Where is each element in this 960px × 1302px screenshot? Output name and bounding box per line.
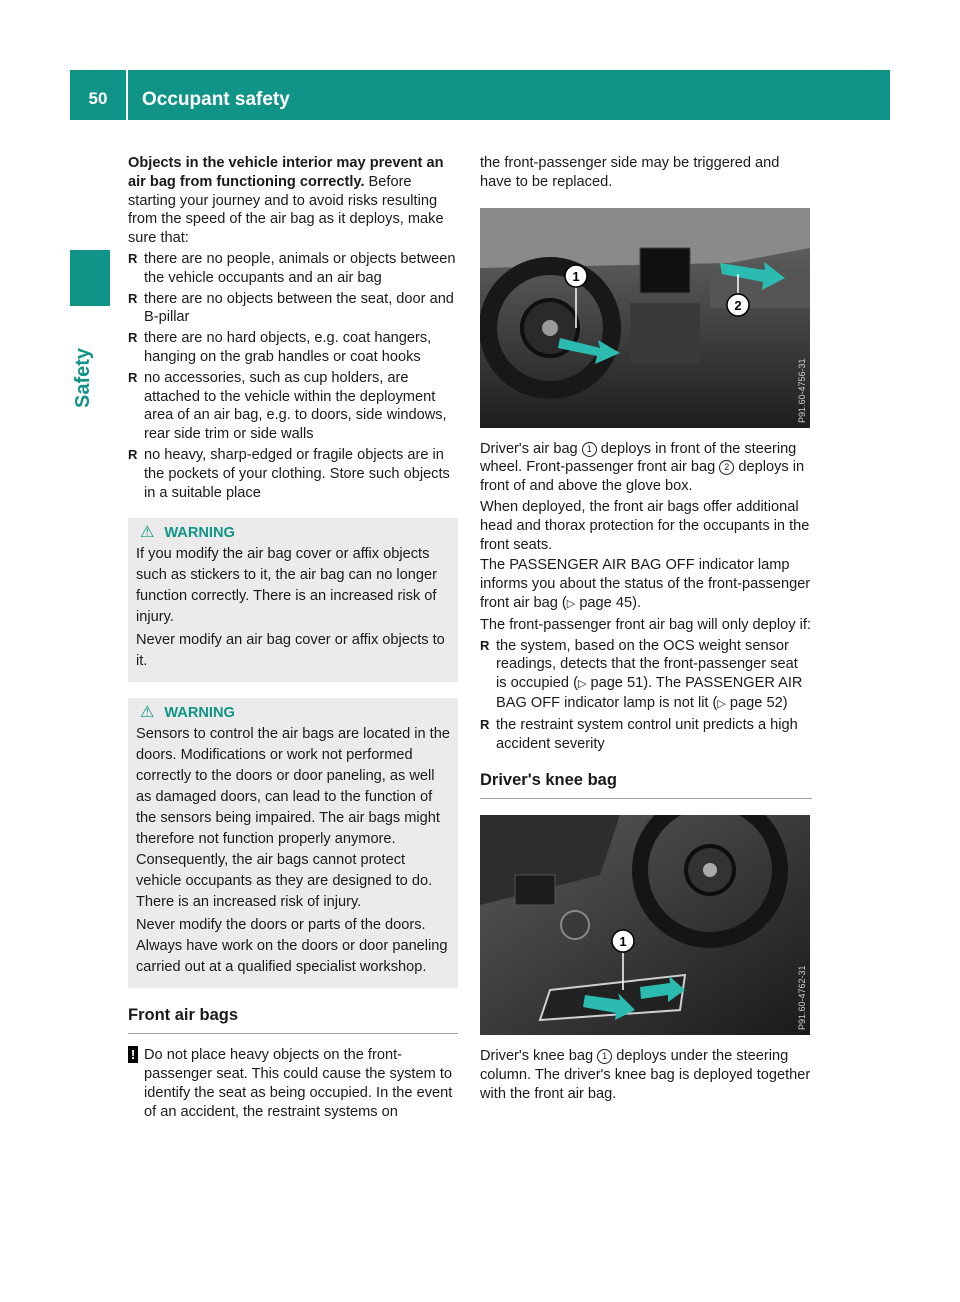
section-heading-front-air-bags: Front air bags: [128, 1006, 458, 1034]
bullet-icon: R: [128, 369, 138, 385]
callout-label: 2: [734, 297, 742, 313]
page-ref-link[interactable]: page 51: [586, 675, 644, 692]
section-tab-label: Safety: [72, 347, 94, 408]
page-ref-link[interactable]: page 45: [575, 594, 633, 611]
precaution-list: [128, 250, 458, 502]
bullet-icon: R: [128, 250, 138, 266]
warning-text: Never modify the doors or parts of the doors. Always have work on the doors or door paneling carried out at a qualified specialist workshop.: [136, 917, 448, 976]
warning-triangle-icon: ⚠: [140, 704, 155, 722]
bullet-icon: R: [128, 330, 138, 346]
bullet-icon: R: [128, 290, 138, 306]
notice-block: [128, 1046, 458, 1121]
deploy-condition-list: [480, 637, 812, 754]
intro-rest: Before starting your journey and to avoid risks resulting from the speed of the air bag as it deploys, make sure that:: [128, 173, 444, 247]
page-ref-link[interactable]: page 52: [725, 694, 783, 711]
list-item: R there are no objects between the seat, door and B-pillar: [128, 290, 454, 326]
list-item: R the system, based on the OCS weight sensor readings, detects that the front-passenger seat is occupied (▷ page 51). The PASSENGER AIR BAG OFF indicator lamp is not lit (▷ page 52): [480, 637, 803, 711]
page-ref-icon: ▷: [717, 697, 726, 710]
callout-1-icon: 1: [582, 442, 597, 457]
page-title: Occupant safety: [142, 89, 290, 110]
warning-box: [128, 518, 458, 682]
list-item: R the restraint system control unit predicts a high accident severity: [480, 716, 798, 752]
intro-bold: Objects in the vehicle interior may prevent an air bag from functioning correctly.: [128, 155, 444, 190]
warning-title: WARNING: [164, 525, 235, 542]
bullet-icon: R: [480, 716, 490, 732]
bullet-icon: R: [128, 446, 138, 462]
knee-bag-illustration: [480, 815, 810, 1035]
page-ref-icon: ▷: [566, 597, 576, 610]
warning-triangle-icon: ⚠: [140, 524, 155, 542]
driver-air-bag-paragraph: Driver's air bag 1 deploys in front of the steering wheel. Front-passenger front air bag 2 deploys in front of and above the glove box.: [480, 440, 805, 495]
knee-bag-figure: [480, 815, 810, 1035]
continued-paragraph: the front-passenger side may be triggered and have to be replaced.: [480, 155, 780, 190]
page-ref-icon: ▷: [577, 678, 587, 691]
right-column: [480, 154, 812, 1106]
intro-paragraph: [128, 154, 458, 248]
header-bar: [70, 70, 890, 120]
list-item: R there are no hard objects, e.g. coat hangers, hanging on the grab handles or coat hooks: [128, 330, 432, 365]
bullet-icon: R: [480, 637, 490, 653]
warning-title: WARNING: [164, 705, 235, 722]
deploy-condition-paragraph: The front-passenger front air bag will only deploy if:: [480, 616, 811, 633]
warning-text: Never modify an air bag cover or affix objects to it.: [136, 632, 445, 670]
left-column: [128, 154, 458, 1121]
page-number: 50: [88, 89, 108, 108]
header-divider: [126, 70, 128, 120]
indicator-paragraph: The PASSENGER AIR BAG OFF indicator lamp informs you about the status of the front-passenger front air bag (▷ page 45).: [480, 557, 811, 611]
warning-text: Sensors to control the air bags are located in the doors. Modifications or work not performed correctly to the doors or door paneling, as well as damaged doors, can lead to the function of the sensors being impaired. The air bags might therefore not function properly anymore. Consequently, the air bags cannot protect vehicle occupants as they are designed to do. There is an increased risk of injury.: [136, 726, 450, 911]
figure-code: P91.60-4756-31: [797, 358, 807, 423]
figure-code: P91.60-4762-31: [797, 965, 807, 1031]
notice-exclamation-icon: !: [128, 1046, 138, 1063]
callout-label: 1: [619, 934, 627, 950]
section-tab-marker: [70, 250, 110, 306]
callout-label: 1: [572, 268, 580, 284]
list-item: R no accessories, such as cup holders, are attached to the vehicle within the deployment area of an air bag, e.g. to doors, side windows, rear side trim or side walls: [128, 369, 447, 443]
callout-1-icon: 1: [597, 1049, 612, 1064]
dashboard-illustration: [480, 208, 810, 428]
deployed-paragraph: When deployed, the front air bags offer additional head and thorax protection for the occupants in the front seats.: [480, 498, 810, 553]
section-heading-knee-bag: Driver's knee bag: [480, 771, 812, 799]
front-air-bags-figure: [480, 208, 810, 428]
warning-text: If you modify the air bag cover or affix objects such as stickers to it, the air bag can no longer function correctly. There is an increased risk of injury.: [136, 546, 437, 626]
notice-text: Do not place heavy objects on the front-passenger seat. This could cause the system to identify the seat as being occupied. In the event of an accident, the restraint systems on: [144, 1047, 453, 1120]
list-item: R there are no people, animals or objects between the vehicle occupants and an air bag: [128, 250, 456, 286]
list-item: R no heavy, sharp-edged or fragile objects are in the pockets of your clothing. Store such objects in a suitable place: [128, 446, 450, 501]
warning-box: [128, 698, 458, 988]
knee-bag-paragraph: Driver's knee bag 1 deploys under the steering column. The driver's knee bag is deployed together with the front air bag.: [480, 1048, 811, 1102]
callout-2-icon: 2: [719, 460, 734, 475]
